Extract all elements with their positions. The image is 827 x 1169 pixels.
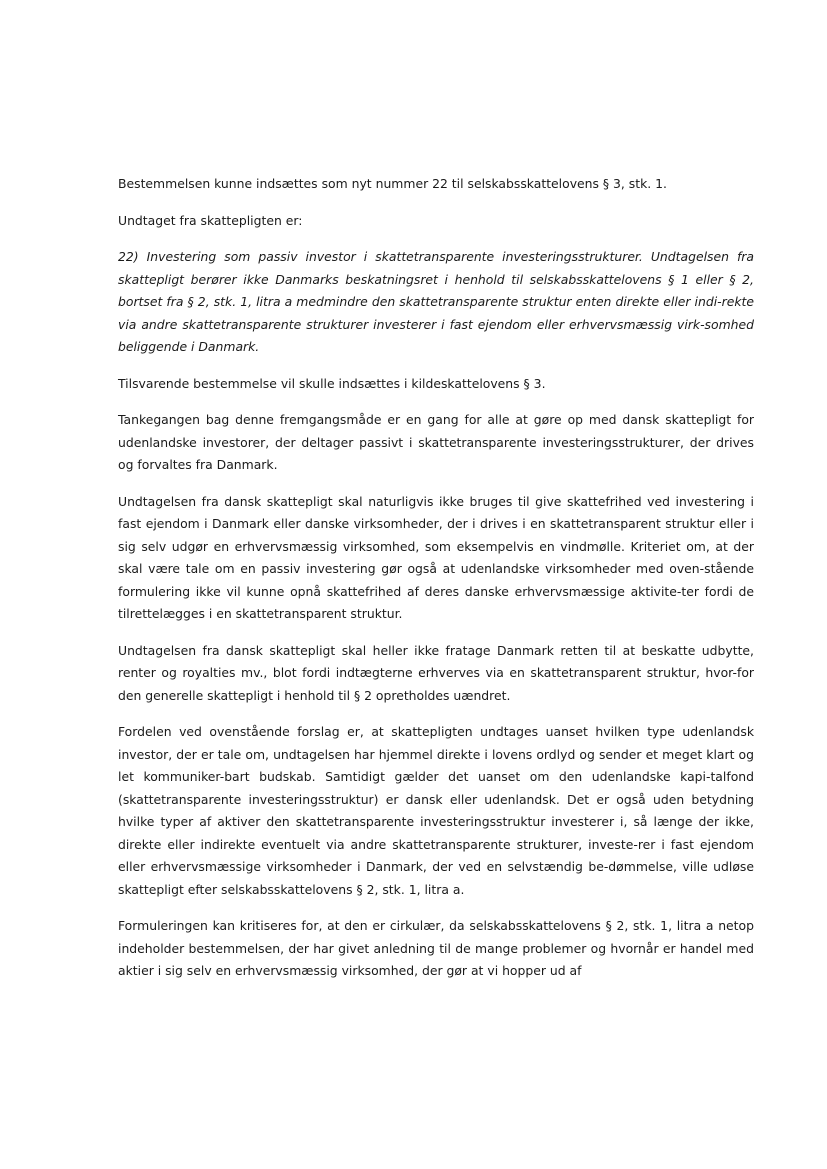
paragraph-6: Undtagelsen fra dansk skattepligt skal naturligvis ikke bruges til give skattefrihed ved investering i fast ejendom i Danmark eller danske virksomheder, der i drives i en skattetransparent struktur eller i sig selv udgør en erhvervsmæssig virksomhed, som eksempelvis en vindmølle. Kriteriet om, at der skal være tale om en passiv investering gør også at udenlandske virksomheder med oven-stående formulering ikke vil kunne opnå skattefrihed af deres danske erhvervsmæssige aktivite-ter fordi de tilrettelægges i en skattetransparent struktur.	[118, 493, 754, 621]
paragraph-8: Fordelen ved ovenstående forslag er, at skattepligten undtages uanset hvilken type udenlandsk investor, der er tale om, undtagelsen har hjemmel direkte i lovens ordlyd og sender et meget klart og let kommuniker-bart budskab. Samtidigt gælder det uanset om den udenlandske kapi-talfond (skattetransparente investeringsstruktur) er dansk eller udenlandsk. Det er også uden betydning hvilke typer af aktiver den skattetransparente investeringsstruktur investerer i, så længe der ikke, direkte eller indirekte eventuelt via andre skattetransparente strukturer, investe-rer i fast ejendom eller erhvervsmæssige virksomheder i Danmark, der ved en selvstændig be-dømmelse, ville udløse skattepligt efter selskabsskattelovens § 2, stk. 1, litra a.	[118, 724, 754, 897]
paragraph-2: Undtaget fra skattepligten er:	[118, 212, 303, 228]
paragraph-7: Undtagelsen fra dansk skattepligt skal heller ikke fratage Danmark retten til at beskatte udbytte, renter og royalties mv., blot fordi indtægterne erhverves via en skattetransparent struktur, hvor-for den generelle skattepligt i henhold til § 2 opretholdes uændret.	[118, 642, 754, 703]
paragraph-1: Bestemmelsen kunne indsættes som nyt nummer 22 til selskabsskattelovens § 3, stk. 1.	[118, 176, 667, 191]
paragraph-4: Tilsvarende bestemmelse vil skulle indsættes i kildeskattelovens § 3.	[118, 375, 546, 391]
paragraph-3-quoted-provision: 22) Investering som passiv investor i skattetransparente investeringsstrukturer. Undtagelsen fra skattepligt berører ikke Danmarks beskatningsret i henhold til selskabsskattelovens § 1 eller § 2, bortset fra § 2, stk. 1, litra a medmindre den skattetransparente struktur enten direkte eller indi-rekte via andre skattetransparente strukturer investerer i fast ejendom eller erhvervsmæssig virk-somhed beliggende i Danmark.	[118, 249, 754, 354]
document-page	[118, 173, 754, 997]
paragraph-5: Tankegangen bag denne fremgangsmåde er en gang for alle at gøre op med dansk skattepligt for udenlandske investorer, der deltager passivt i skattetransparente investeringsstrukturer, der drives og forvaltes fra Danmark.	[118, 412, 754, 472]
paragraph-9: Formuleringen kan kritiseres for, at den er cirkulær, da selskabsskattelovens § 2, stk. 1, litra a netop indeholder bestemmelsen, der har givet anledning til de mange problemer og hvornår er handel med aktier i sig selv en erhvervsmæssig virksomhed, der gør at vi hopper ud af	[118, 918, 754, 978]
